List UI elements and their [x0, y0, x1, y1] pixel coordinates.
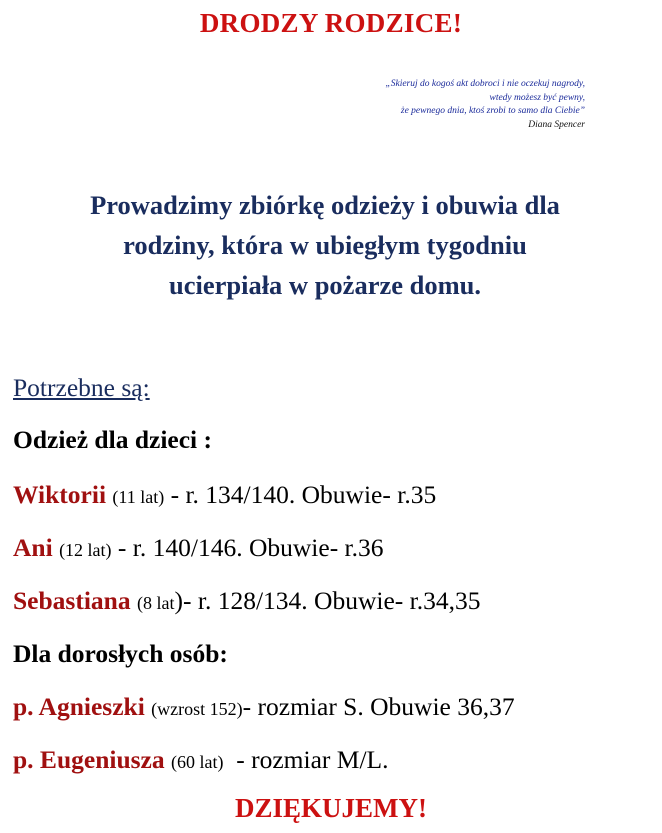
thank-you-footer: DZIĘKUJEMY! [234, 793, 427, 823]
quote-block [330, 78, 585, 132]
child-sizes: - r. 140/146. Obuwie- r.36 [111, 533, 384, 562]
quote-author: Diana Spencer [528, 119, 585, 130]
page-title: DRODZY RODZICE! [199, 8, 463, 38]
child-name: Ani [13, 533, 53, 562]
adult-name: p. Agnieszki [13, 692, 145, 721]
quote-line-2: wtedy możesz być pewny, [489, 92, 585, 103]
headline-line-3: ucierpiała w pożarze domu. [168, 270, 482, 300]
adult-sizes: - rozmiar S. Obuwie 36,37 [242, 692, 515, 721]
children-section-label: Odzież dla dzieci : [13, 425, 212, 454]
adult-sizes: - rozmiar M/L. [223, 745, 389, 774]
needed-label: Potrzebne są: [13, 373, 150, 402]
headline-line-2: rodziny, która w ubiegłym tygodniu [123, 230, 527, 260]
quote-line-1: „Skieruj do kogoś akt dobroci i nie oczekuj nagrody, [385, 79, 585, 89]
adult-row-agnieszka [13, 692, 515, 722]
child-sizes: - r. 134/140. Obuwie- r.35 [164, 480, 437, 509]
headline-line-1: Prowadzimy zbiórkę odzieży i obuwia dla [90, 190, 560, 220]
adults-section-label: Dla dorosłych osób: [13, 639, 228, 668]
quote-line-3: że pewnego dnia, ktoś zrobi to samo dla Ciebie” [400, 106, 585, 116]
headline [20, 185, 630, 305]
child-age: (11 lat) [112, 487, 165, 507]
adult-note: (wzrost 152) [151, 699, 243, 719]
adult-note: (60 lat) [171, 752, 224, 772]
adult-name: p. Eugeniusza [13, 745, 165, 774]
child-name: Sebastiana [13, 586, 131, 615]
adult-row-eugeniusz [13, 745, 389, 775]
child-row-wiktoria [13, 480, 436, 510]
child-row-sebastian [13, 586, 480, 616]
child-age: (12 lat) [59, 540, 112, 560]
child-row-ania [13, 533, 384, 563]
child-sizes: )- r. 128/134. Obuwie- r.34,35 [174, 586, 481, 615]
child-name: Wiktorii [13, 480, 107, 509]
child-age: (8 lat [137, 593, 175, 613]
